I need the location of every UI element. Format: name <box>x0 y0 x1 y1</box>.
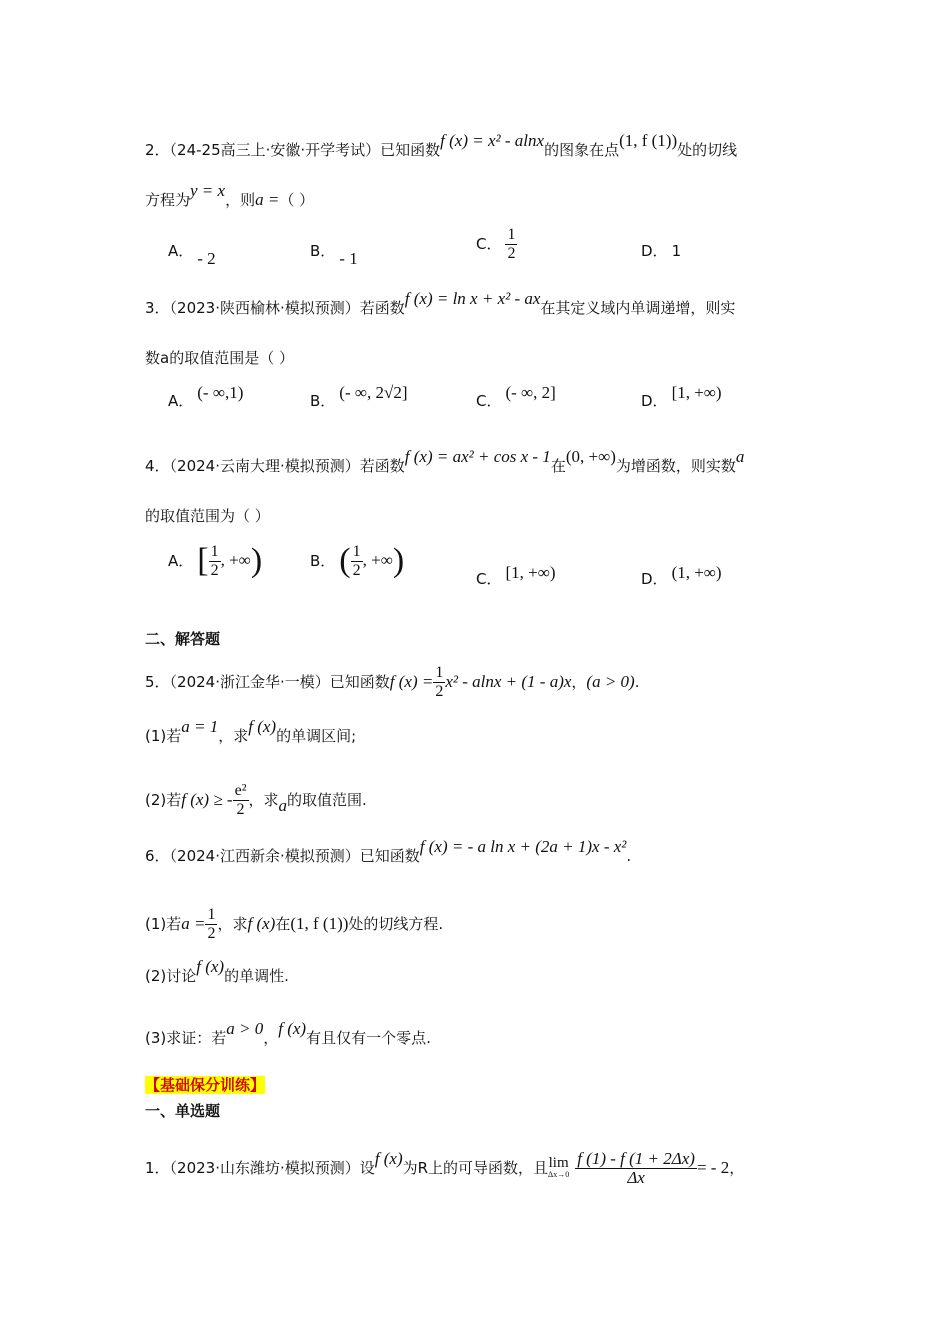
bracket: ) <box>392 542 405 579</box>
question-text: 为R上的可导函数，且 <box>402 1159 549 1177</box>
fraction-numerator: e² <box>234 782 247 799</box>
option-value: (1, +∞) <box>671 563 722 582</box>
option-label: B． <box>310 242 336 260</box>
math-function: f (x) <box>247 914 276 933</box>
math-interval: (0, +∞) <box>565 447 616 466</box>
option-value: (- ∞,1) <box>197 383 244 402</box>
question-text: ，则 <box>225 191 256 209</box>
question-source: （2024·江西新余·模拟预测）已知函数 <box>169 847 420 865</box>
math-inequality: f (x) ≥ - <box>181 790 233 809</box>
section-heading-single-choice: 一、单选题 <box>145 1102 221 1120</box>
math-function: f (x) = ln x + x² - ax <box>404 289 541 308</box>
option-label: B． <box>310 551 336 570</box>
limit-operator <box>548 1154 570 1181</box>
q3-option-d[interactable] <box>641 383 722 411</box>
question-1-line1 <box>145 1150 744 1187</box>
question-source: （2024·云南大理·模拟预测）若函数 <box>169 457 405 475</box>
fraction <box>205 906 217 943</box>
option-label: A． <box>168 242 194 260</box>
part-label: (1)若 <box>145 915 182 933</box>
fraction-numerator: f (1) - f (1 + 2Δx) <box>577 1149 695 1168</box>
question-text: ，求 <box>218 727 249 745</box>
question-number: 5． <box>145 673 170 691</box>
math-tangent: y = x <box>190 181 226 200</box>
part-label: (2)讨论 <box>145 967 197 985</box>
math-function: f (x) = <box>389 672 434 691</box>
question-5-part1 <box>145 717 357 746</box>
option-value: (- ∞, 2] <box>505 383 556 402</box>
question-number: 2． <box>145 141 170 159</box>
option-label: D． <box>641 392 668 410</box>
q2-option-b[interactable] <box>310 240 358 268</box>
question-text: 方程为 <box>145 191 191 209</box>
question-4-line1 <box>145 447 745 476</box>
question-source: （2024·浙江金华·一模）已知函数 <box>169 673 390 691</box>
question-text: 的取值范围为（ ） <box>145 507 270 525</box>
q3-option-a[interactable] <box>168 383 244 411</box>
question-text: ， <box>729 1159 745 1177</box>
option-value: - 1 <box>339 249 358 268</box>
option-value: [1, +∞) <box>671 383 722 402</box>
math-function: x² - alnx + (1 - a)x <box>445 672 572 691</box>
part-label: (2)若 <box>145 791 182 809</box>
math-condition: a > 0 <box>226 1019 264 1038</box>
fraction <box>209 543 221 580</box>
question-text: 处的切线方程. <box>348 915 444 933</box>
math-point: (1, f (1)) <box>290 914 349 933</box>
fraction-numerator: 1 <box>210 542 219 560</box>
question-text: 在 <box>275 915 291 933</box>
banner-heading <box>145 1074 265 1095</box>
question-6-part1 <box>145 906 443 943</box>
question-text: 的取值范围. <box>287 791 367 809</box>
question-number: 1． <box>145 1159 170 1177</box>
question-5-part2 <box>145 782 367 819</box>
q3-option-c[interactable] <box>476 383 556 411</box>
math-function: f (x) <box>248 717 277 736</box>
question-text: ，求 <box>248 791 279 809</box>
fraction-denominator: 2 <box>435 683 444 700</box>
option-value: [1, +∞) <box>505 563 556 582</box>
math-function: f (x) = ax² + cos x - 1 <box>404 447 551 466</box>
bracket: ( <box>339 542 351 579</box>
question-text: ， <box>263 1029 279 1047</box>
question-3-line2 <box>145 348 294 368</box>
math-function: f (x) <box>278 1019 307 1038</box>
math-function: f (x) <box>374 1149 403 1168</box>
q2-option-c[interactable] <box>476 226 517 263</box>
math-function: f (x) <box>196 957 225 976</box>
question-6-part3 <box>145 1019 431 1048</box>
limit-fraction <box>575 1150 697 1187</box>
fraction-numerator: 1 <box>435 664 444 681</box>
option-label: B． <box>310 392 336 410</box>
question-text: 处的切线 <box>677 141 738 159</box>
question-5-line1 <box>145 664 640 701</box>
fraction-denominator: Δx <box>627 1168 645 1187</box>
math-point: (1, f (1)) <box>619 131 678 150</box>
fraction-denominator: 2 <box>352 561 361 579</box>
question-2-line2 <box>145 181 315 210</box>
question-text: . <box>634 673 640 691</box>
q2-option-d[interactable] <box>641 240 681 261</box>
banner-label: 【基础保分训练】 <box>145 1076 266 1094</box>
math-var: a <box>735 447 745 466</box>
answer-blank: （ ） <box>279 191 315 209</box>
question-text: 的单调区间; <box>276 727 357 745</box>
section-heading-answers: 二、解答题 <box>145 630 221 648</box>
math-condition: (a > 0) <box>586 672 635 691</box>
question-source: （24-25高三上·安徽·开学考试）已知函数 <box>169 141 441 159</box>
fraction <box>433 664 445 701</box>
math-function: f (x) = - a ln x + (2a + 1)x - x² <box>419 837 627 856</box>
question-text: 的图象在点 <box>544 141 620 159</box>
limit-subscript: Δx→0 <box>548 1169 570 1179</box>
question-text: ， <box>571 673 587 691</box>
limit-label: lim <box>548 1154 569 1171</box>
question-number: 3． <box>145 299 170 317</box>
q4-option-b[interactable] <box>310 542 404 580</box>
q3-option-b[interactable] <box>310 383 408 411</box>
option-label: D． <box>641 570 668 588</box>
question-6-part2 <box>145 957 289 986</box>
question-text: 有且仅有一个零点. <box>306 1029 431 1047</box>
option-label: C． <box>476 392 502 410</box>
fraction-denominator: 2 <box>207 925 216 942</box>
part-label: (3)求证：若 <box>145 1029 227 1047</box>
option-value: , +∞ <box>362 550 393 570</box>
q2-option-a[interactable] <box>168 240 216 268</box>
question-number: 6． <box>145 847 170 865</box>
option-label: D． <box>641 242 668 260</box>
question-text: ，求 <box>217 915 248 933</box>
question-text: 为增函数，则实数 <box>615 457 736 475</box>
question-text: 在其定义域内单调递增，则实 <box>540 299 736 317</box>
fraction-numerator: 1 <box>352 542 361 560</box>
math-condition: a = <box>181 914 206 933</box>
question-text: 的单调性. <box>224 967 289 985</box>
fraction-numerator: 1 <box>507 226 516 243</box>
math-function: f (x) = x² - alnx <box>440 131 545 150</box>
bracket: ) <box>250 542 263 579</box>
q4-option-d[interactable] <box>641 563 722 589</box>
part-label: (1)若 <box>145 727 182 745</box>
question-text: . <box>626 847 632 865</box>
fraction-denominator: 2 <box>210 561 219 579</box>
math-var: a <box>278 796 288 815</box>
math-var: a = <box>255 190 280 209</box>
question-number: 4． <box>145 457 170 475</box>
fraction <box>351 543 363 580</box>
option-label: C． <box>476 235 502 253</box>
fraction <box>233 782 249 819</box>
option-value: (- ∞, 2√2] <box>339 383 408 402</box>
option-value: , +∞ <box>220 550 251 570</box>
option-label: A． <box>168 551 194 570</box>
question-text: 在 <box>550 457 566 475</box>
question-3-line1 <box>145 289 736 318</box>
q4-option-c[interactable] <box>476 563 556 589</box>
option-value: - 2 <box>197 249 216 268</box>
question-source: （2023·山东潍坊·模拟预测）设 <box>169 1159 375 1177</box>
q4-option-a[interactable] <box>168 542 262 580</box>
bracket: [ <box>197 542 209 579</box>
fraction-denominator: 2 <box>507 245 516 262</box>
question-6-line1 <box>145 837 632 866</box>
option-value: 1 <box>671 242 682 260</box>
question-source: （2023·陕西榆林·模拟预测）若函数 <box>169 299 405 317</box>
math-condition: a = 1 <box>181 717 219 736</box>
question-4-line2 <box>145 506 270 526</box>
option-label: C． <box>476 570 502 588</box>
fraction-denominator: 2 <box>236 801 245 818</box>
math-value: = - 2 <box>696 1158 730 1177</box>
question-text: 数a的取值范围是（ ） <box>145 349 294 367</box>
question-2-line1 <box>145 131 738 160</box>
fraction <box>505 226 517 263</box>
option-label: A． <box>168 392 194 410</box>
fraction-numerator: 1 <box>207 906 216 923</box>
